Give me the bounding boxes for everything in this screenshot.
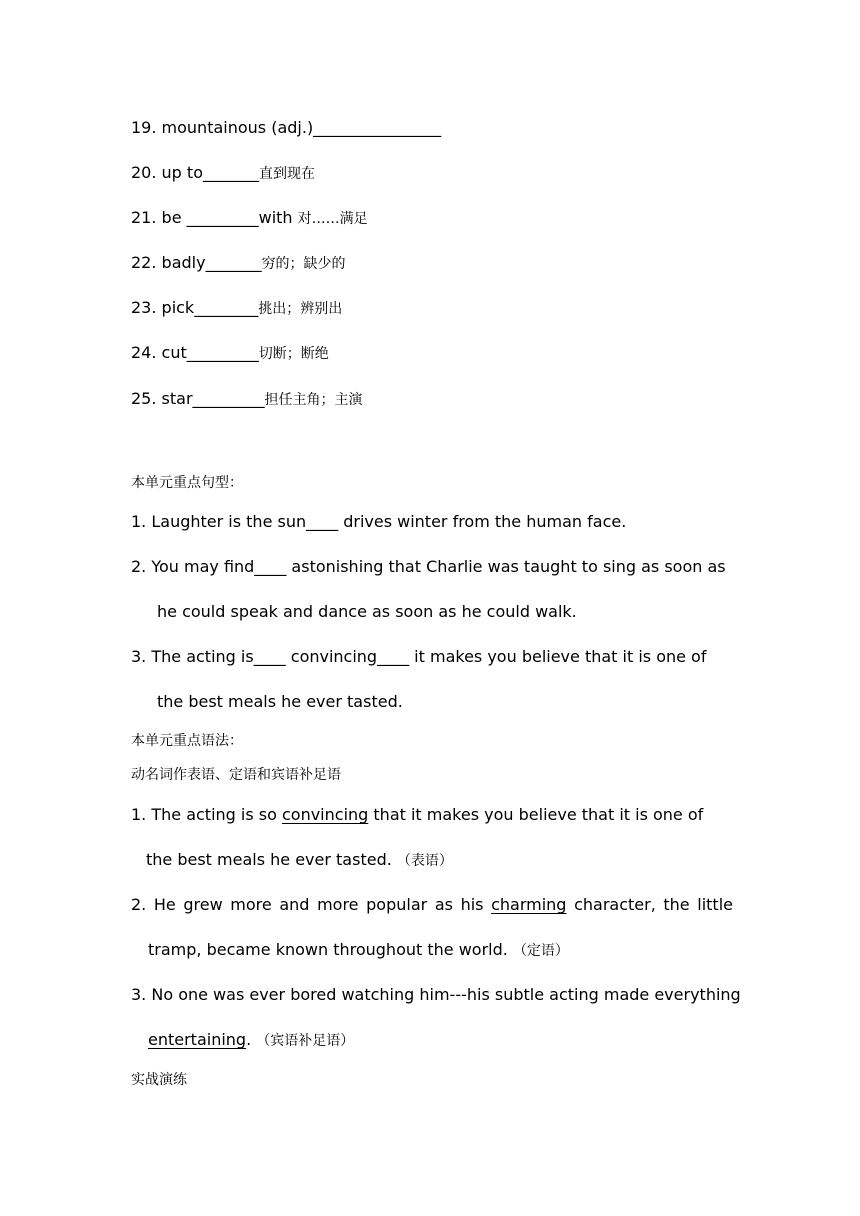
word: character, <box>574 895 656 914</box>
word: his <box>460 895 484 914</box>
underlined-word: charming <box>491 895 567 914</box>
sentence-3-line-1: 3. The acting is____ convincing____ it makes you believe that it is one of <box>131 647 707 666</box>
sentence-3-line-2: the best meals he ever tasted. <box>157 692 403 711</box>
grammar-example-text: 1. The acting is so <box>131 805 282 824</box>
sentence-1: 1. Laughter is the sun____ drives winter from the human face. <box>131 512 627 531</box>
grammar-example-text: the best meals he ever tasted. <box>146 850 392 869</box>
grammar-example-3-line-1: 3. No one was ever bored watching him---his subtle acting made everything <box>131 985 741 1004</box>
word: little <box>697 895 733 914</box>
grammar-example-text: tramp, became known throughout the world. <box>148 940 508 959</box>
grammar-heading: 本单元重点语法： <box>131 733 243 749</box>
grammar-example-2-line-1 <box>131 895 733 915</box>
word: He <box>153 895 176 914</box>
grammar-example-1-line-1 <box>131 805 703 825</box>
grammar-tag: （宾语补足语） <box>256 1033 355 1049</box>
vocab-item-meaning: 挑出；辨别出 <box>258 301 343 317</box>
word: and <box>279 895 310 914</box>
vocab-item-text: 21. be _________with <box>131 208 298 227</box>
grammar-tag: （定语） <box>512 943 569 959</box>
vocab-item-20 <box>131 163 315 184</box>
grammar-example-2-line-2 <box>148 940 569 961</box>
sentence-2-line-2: he could speak and dance as soon as he could walk. <box>157 602 577 621</box>
grammar-example-text: . <box>246 1030 252 1049</box>
vocab-item-text: 19. mountainous (adj.)________________ <box>131 118 442 137</box>
grammar-example-text: that it makes you believe that it is one of <box>368 805 704 824</box>
vocab-item-text: 23. pick________ <box>131 298 259 317</box>
vocab-item-meaning: 切断；断绝 <box>258 346 329 362</box>
word: as <box>434 895 453 914</box>
vocab-item-meaning: 担任主角；主演 <box>264 392 363 408</box>
word: popular <box>366 895 428 914</box>
grammar-example-3-line-2 <box>148 1030 354 1051</box>
word: the <box>663 895 690 914</box>
vocab-item-meaning: 穷的；缺少的 <box>261 256 346 272</box>
vocab-item-22 <box>131 253 346 274</box>
vocab-item-meaning: 直到现在 <box>258 166 315 182</box>
grammar-subheading: 动名词作表语、定语和宾语补足语 <box>131 767 341 783</box>
vocab-item-25 <box>131 389 363 410</box>
sentences-heading: 本单元重点句型： <box>131 475 243 491</box>
underlined-word: convincing <box>281 805 369 824</box>
vocab-item-23 <box>131 298 342 319</box>
grammar-example-1-line-2 <box>146 850 453 871</box>
vocab-item-text: 25. star_________ <box>131 389 265 408</box>
grammar-tag: （表语） <box>396 853 453 869</box>
vocab-item-text: 24. cut_________ <box>131 343 259 362</box>
vocab-item-text: 20. up to_______ <box>131 163 259 182</box>
vocab-item-19 <box>131 118 441 138</box>
word: grew <box>183 895 223 914</box>
vocab-item-21 <box>131 208 368 229</box>
underlined-word: entertaining <box>148 1030 247 1049</box>
sentence-2-line-1: 2. You may find____ astonishing that Charlie was taught to sing as soon as <box>131 557 726 576</box>
vocab-item-24 <box>131 343 329 364</box>
word: 2. <box>131 895 147 914</box>
word: more <box>317 895 359 914</box>
vocab-item-meaning: 对……满足 <box>297 211 368 227</box>
word: more <box>230 895 272 914</box>
practice-heading: 实战演练 <box>131 1072 187 1088</box>
vocab-item-text: 22. badly_______ <box>131 253 262 272</box>
